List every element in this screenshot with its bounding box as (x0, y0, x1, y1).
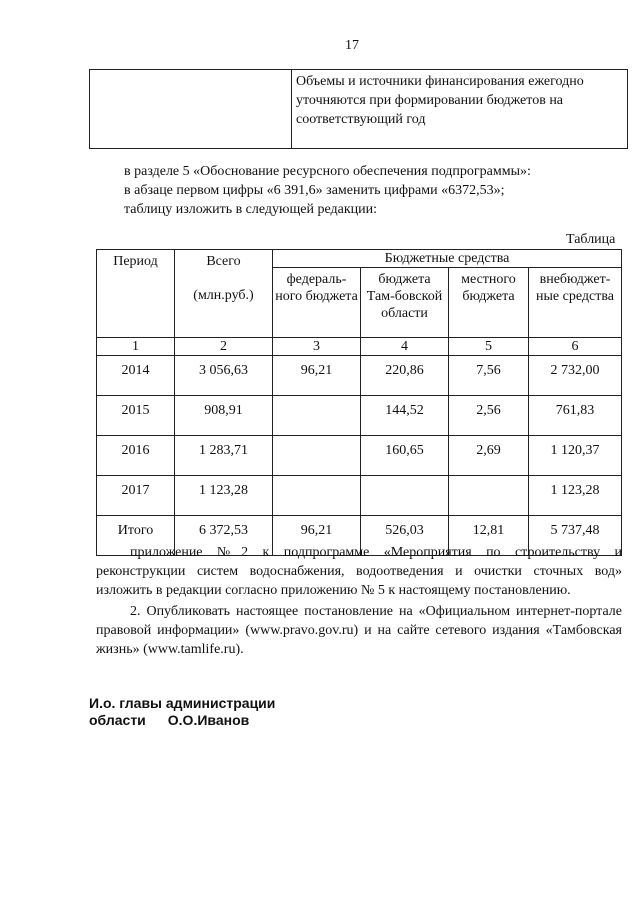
cell-local: 2,56 (449, 396, 529, 436)
cell-tambov (361, 476, 449, 516)
cell-extra: 1 123,28 (529, 476, 622, 516)
cell-period: 2015 (97, 396, 175, 436)
cell-tambov: 220,86 (361, 356, 449, 396)
signature-region: области (89, 712, 146, 728)
cell-local: 12,81 (449, 516, 529, 556)
table-row (97, 476, 622, 516)
cell-total: 3 056,63 (175, 356, 273, 396)
cell-federal (273, 396, 361, 436)
table-caption: Таблица (566, 232, 616, 247)
cell-local: 7,56 (449, 356, 529, 396)
intro-line-1: в разделе 5 «Обоснование ресурсного обеспечения подпрограммы»: (124, 164, 531, 179)
signature-title: И.о. главы администрации (89, 695, 276, 711)
intro-line-2: в абзаце первом цифры «6 391,6» заменить цифрами «6372,53»; (124, 183, 505, 198)
column-number: 6 (529, 338, 622, 356)
table-row (97, 436, 622, 476)
cell-period: Итого (97, 516, 175, 556)
financing-text-cell: Объемы и источники финансирования ежегодно уточняются при формировании бюджетов на соответствующий год (292, 70, 628, 149)
cell-period: 2017 (97, 476, 175, 516)
financing-label-cell (90, 70, 292, 149)
cell-extra: 761,83 (529, 396, 622, 436)
table-row (97, 396, 622, 436)
cell-federal: 96,21 (273, 356, 361, 396)
header-total-label: Всего (206, 254, 241, 269)
header-local: местного бюджета (449, 268, 529, 338)
cell-total: 908,91 (175, 396, 273, 436)
cell-period: 2016 (97, 436, 175, 476)
column-number: 4 (361, 338, 449, 356)
cell-federal: 96,21 (273, 516, 361, 556)
cell-local (449, 476, 529, 516)
column-number: 1 (97, 338, 175, 356)
intro-text (124, 162, 604, 219)
intro-line-3: таблицу изложить в следующей редакции: (124, 202, 378, 217)
column-number-row (97, 338, 622, 356)
cell-tambov: 526,03 (361, 516, 449, 556)
column-number: 3 (273, 338, 361, 356)
header-federal: федераль-ного бюджета (273, 268, 361, 338)
cell-extra: 1 120,37 (529, 436, 622, 476)
page-number: 17 (345, 38, 359, 53)
appendix-paragraph: приложение №2 к подпрограмме «Мероприятия по строительству и реконструкции систем водоснабжения, водоотведения и очистки сточных вод» изложить в редакции согласно приложению № 5 к настоящему постановлению. (96, 545, 622, 598)
signature-name: О.О.Иванов (167, 712, 250, 728)
cell-total: 6 372,53 (175, 516, 273, 556)
cell-total: 1 123,28 (175, 476, 273, 516)
column-number: 2 (175, 338, 273, 356)
cell-tambov: 144,52 (361, 396, 449, 436)
publish-paragraph: 2. Опубликовать настоящее постановление на «Официальном интернет-портале правовой информации» (www.pravo.gov.ru) и на сайте сетевого издания «Тамбовская жизнь» (www.tamlife.ru). (96, 604, 622, 657)
header-extra: внебюджет-ные средства (529, 268, 622, 338)
header-total-unit: (млн.руб.) (193, 288, 254, 303)
column-number: 5 (449, 338, 529, 356)
signature-line-2 (89, 712, 275, 729)
table-row (97, 356, 622, 396)
cell-extra: 2 732,00 (529, 356, 622, 396)
cell-total: 1 283,71 (175, 436, 273, 476)
signature-block (89, 695, 275, 729)
cell-extra: 5 737,48 (529, 516, 622, 556)
header-tambov: бюджета Там-бовской области (361, 268, 449, 338)
cell-federal (273, 436, 361, 476)
cell-tambov: 160,65 (361, 436, 449, 476)
cell-local: 2,69 (449, 436, 529, 476)
header-budget-funds: Бюджетные средства (273, 250, 622, 268)
financing-table (89, 69, 628, 149)
header-total (175, 250, 273, 338)
header-period: Период (97, 250, 175, 338)
cell-federal (273, 476, 361, 516)
budget-table (96, 249, 622, 556)
cell-period: 2014 (97, 356, 175, 396)
